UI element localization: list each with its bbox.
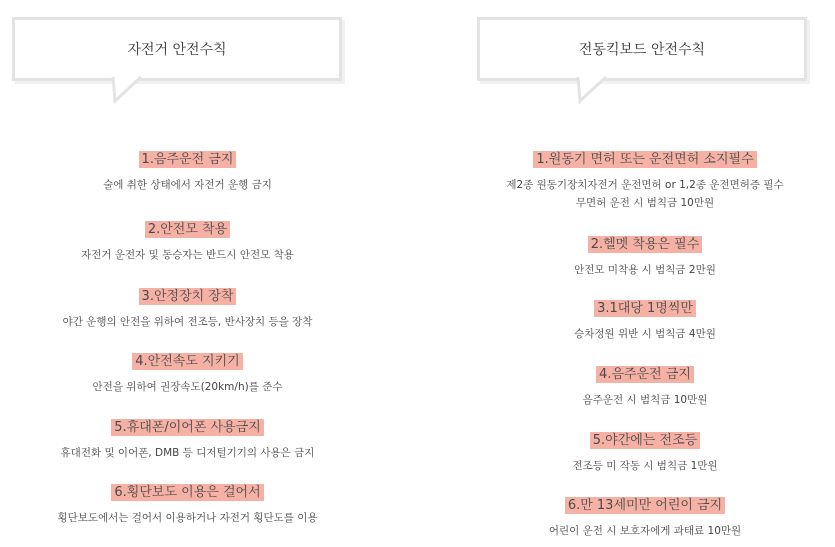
rule-description: 전조등 미 작동 시 범칙금 1만원: [572, 460, 718, 472]
rule-heading: 4.안전속도 지키기: [132, 353, 242, 370]
rule-heading: 6.만 13세미만 어린이 금지: [565, 497, 725, 514]
bicycle-rule-2: [0, 218, 375, 264]
rule-description: 제2종 원동기장치자전거 운전면허 or 1,2종 운전면허증 필수 무면허 운전 시 범칙금 10만원: [506, 179, 784, 209]
bicycle-rule-3: [0, 285, 375, 331]
rule-description: 횡단보도에서는 걸어서 이용하거나 자전거 횡단도를 이용: [57, 512, 318, 524]
rule-description: 술에 취한 상태에서 자전거 운행 금지: [103, 179, 272, 191]
kickboard-rule-6: [455, 494, 835, 540]
rule-heading: 6.횡단보도 이용은 걸어서: [111, 484, 263, 501]
rule-description: 자전거 운전자 및 동승자는 반드시 안전모 착용: [81, 249, 294, 261]
rule-description: 안전을 위하여 권장속도(20km/h)를 준수: [92, 381, 283, 393]
rule-description: 음주운전 시 범칙금 10만원: [582, 394, 708, 406]
rule-description: 안전모 미착용 시 범칙금 2만원: [574, 264, 716, 276]
rule-description: 휴대전화 및 이어폰, DMB 등 디저털기기의 사용은 금지: [60, 447, 315, 459]
bicycle-rule-6: [0, 481, 375, 527]
kickboard-section-title: 전동킥보드 안전수칙: [578, 42, 706, 58]
rule-description: 어린이 운전 시 보호자에게 과태료 10만원: [548, 525, 742, 537]
rule-heading: 3.1대당 1명씩만: [594, 300, 696, 317]
bicycle-rule-5: [0, 416, 375, 462]
bicycle-rule-4: [0, 350, 375, 396]
kickboard-rule-3: [455, 297, 835, 343]
rule-heading: 2.안전모 착용: [145, 221, 230, 238]
rule-heading: 2.헬멧 착용은 필수: [588, 236, 703, 253]
bicycle-rule-1: [0, 148, 375, 194]
rule-description: 승차정원 위반 시 범칙금 4만원: [574, 328, 716, 340]
bicycle-title-bubble: [12, 17, 342, 81]
rule-heading: 4.음주운전 금지: [596, 366, 694, 383]
rule-heading: 1.원동기 면허 또는 운전면허 소지필수: [533, 151, 756, 168]
kickboard-rule-1: [455, 148, 835, 212]
bicycle-section-title: 자전거 안전수칙: [127, 42, 227, 58]
rule-heading: 5.휴대폰/이어폰 사용금지: [111, 419, 264, 436]
kickboard-title-bubble: [477, 17, 807, 81]
kickboard-rule-2: [455, 233, 835, 279]
kickboard-rule-5: [455, 429, 835, 475]
rule-heading: 1.음주운전 금지: [139, 151, 237, 168]
rule-description: 야간 운행의 안전을 위하여 전조등, 반사장치 등을 장착: [62, 316, 313, 328]
speech-bubble-tail-icon: [111, 77, 151, 105]
rule-heading: 3.안정장치 장착: [139, 288, 237, 305]
kickboard-rule-4: [455, 363, 835, 409]
speech-bubble-tail-icon: [576, 77, 616, 105]
rule-heading: 5.야간에는 전조등: [590, 432, 700, 449]
